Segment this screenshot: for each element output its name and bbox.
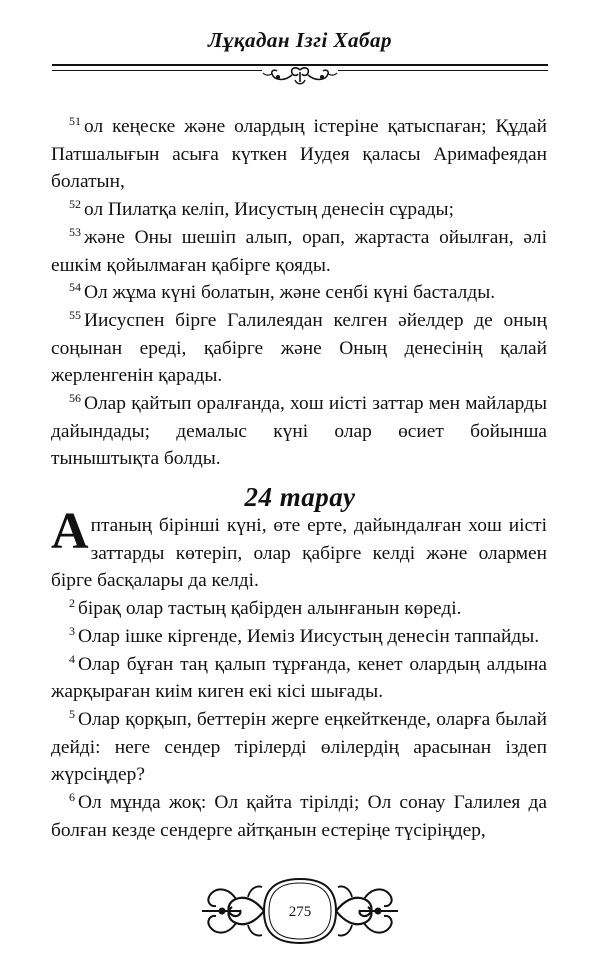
verse-text: бірақ олар тастың қабірден алынғанын көреді. xyxy=(78,598,462,620)
verse-number: 5 xyxy=(69,706,75,721)
verse-number: 55 xyxy=(69,307,81,322)
header-ornament-icon xyxy=(262,66,338,88)
verse xyxy=(51,623,547,651)
verse-text: және Оны шешіп алып, орап, жартаста ойылған, әлі ешкім қойылмаған қабірге қояды. xyxy=(51,226,547,276)
verse-text: Ол мұнда жоқ: Ол қайта тірілді; Ол сонау Галилея да болған кезде сендерге айтқанын естеріңе түсіріңдер, xyxy=(51,792,547,841)
verse-number: 53 xyxy=(69,224,81,239)
verse-number: 52 xyxy=(69,197,81,212)
verse-number: 54 xyxy=(69,280,81,295)
verse-text: Олар бұған таң қалып тұрғанда, кенет олардың алдына жарқыраған киім киген екі кісі шығады. xyxy=(51,653,547,703)
verse-text: Иисуспен бірге Галилеядан келген әйелдер де оның соңынан ереді, қабірге және Оның денесінің қалай жерленгенін қарады. xyxy=(51,309,547,387)
verse-number: 56 xyxy=(69,391,81,406)
verse xyxy=(51,390,547,473)
verse xyxy=(51,595,547,623)
verse-text: птаның бірінші күні, өте ерте, дайындалған хош иісті заттарды көтеріп, олар қабірге келді және олармен бірге басқалары да келді. xyxy=(51,515,547,592)
page-number: 275 xyxy=(288,904,312,920)
verse-number: 2 xyxy=(69,596,75,611)
drop-cap: А xyxy=(51,503,89,560)
chapter-heading: 24 тарау xyxy=(244,482,356,512)
verse-text: Ол жұма күні болатын, және сенбі күні басталды. xyxy=(84,282,496,304)
verse xyxy=(51,279,547,307)
verses-block xyxy=(51,113,547,473)
chapter-block xyxy=(51,503,547,844)
chapter-first-verse xyxy=(51,503,547,595)
verse xyxy=(51,196,547,224)
running-header-title: Лұқадан Ізгі Хабар xyxy=(207,28,393,52)
verse xyxy=(51,651,547,706)
verse xyxy=(51,307,547,390)
verse-number: 51 xyxy=(69,114,81,128)
verse-text: ол Пилатқа келіп, Иисустың денесін сұрады; xyxy=(84,199,454,221)
verse-text: ол кеңеске және олардың істеріне қатыспаған; Құдай Патшалығын асыға күткен Иудея қаласы Аримафеядан болатын, xyxy=(51,116,547,193)
verse xyxy=(51,706,547,789)
verse-number: 4 xyxy=(69,651,75,666)
verse-text: Олар ішке кіргенде, Иеміз Иисустың денесін таппайды. xyxy=(78,625,540,647)
verse xyxy=(51,113,547,196)
verse xyxy=(51,789,547,844)
verse-text: Олар қайтып оралғанда, хош иісті заттар мен майларды дайындады; демалыс күні олар өсиет бойынша тыныштықта болды. xyxy=(51,393,547,470)
verse-number: 6 xyxy=(69,790,75,805)
verse-text: Олар қорқып, беттерін жерге еңкейткенде, оларға былай дейді: неге сендер тірілерді өлілердің арасынан іздеп жүрсіңдер? xyxy=(51,708,547,786)
verse-number: 3 xyxy=(69,623,75,638)
verse xyxy=(51,224,547,279)
